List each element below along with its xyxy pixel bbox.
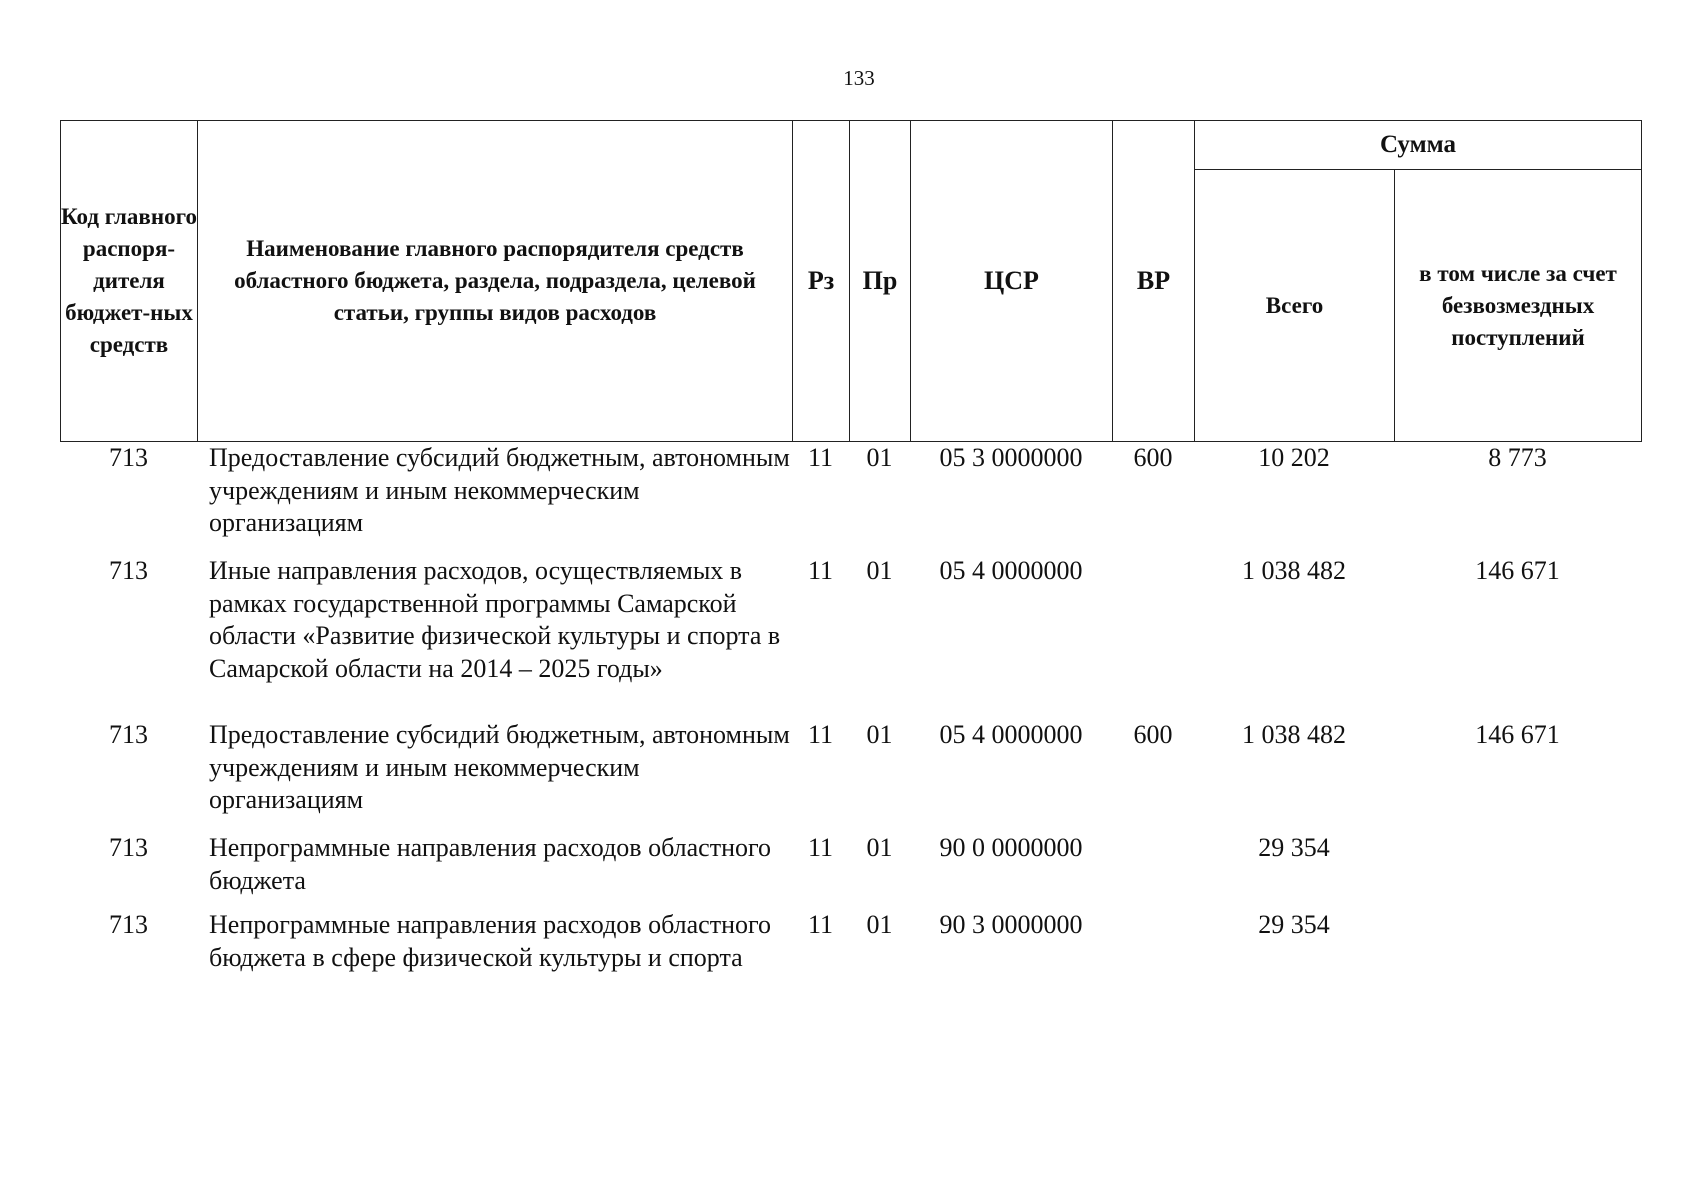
cell-pr: 01: [866, 910, 893, 939]
cell-total: 10 202: [1258, 443, 1330, 472]
cell-incl: 146 671: [1475, 720, 1560, 749]
cell-csr: 90 0 0000000: [939, 833, 1083, 862]
cell-name: Иные направления расходов, осуществляемых в рамках государственной программы Самарской области «Развитие физической культуры и спорта в Самарской области на 2014 – 2025 годы»: [209, 556, 781, 683]
cell-csr: 90 3 0000000: [939, 910, 1083, 939]
cell-name: Предоставление субсидий бюджетным, автономным учреждениям и иным некоммерческим организациям: [209, 720, 790, 814]
cell-code: 713: [109, 443, 148, 472]
header-total: Всего: [1195, 170, 1395, 442]
header-name: Наименование главного распорядителя средств областного бюджета, раздела, подраздела, целевой статьи, группы видов расходов: [198, 121, 793, 442]
cell-vr: [1112, 555, 1194, 719]
table-row: [60, 555, 1641, 719]
cell-incl: 146 671: [1475, 556, 1560, 585]
cell-rz: 11: [807, 910, 834, 939]
cell-name: Непрограммные направления расходов областного бюджета: [209, 833, 771, 895]
cell-rz: 11: [807, 833, 834, 862]
cell-csr: 05 4 0000000: [939, 720, 1083, 749]
cell-code: 713: [109, 720, 148, 749]
cell-name: Непрограммные направления расходов областного бюджета в сфере физической культуры и спорта: [209, 910, 771, 972]
cell-vr: [1112, 909, 1194, 1009]
table-header: [60, 120, 1642, 442]
cell-csr: 05 3 0000000: [939, 443, 1083, 472]
cell-rz: 11: [807, 556, 834, 585]
cell-incl: [1394, 909, 1641, 1009]
cell-total: 29 354: [1258, 910, 1330, 939]
cell-code: 713: [109, 556, 148, 585]
header-incl: в том числе за счет безвозмездных поступлений: [1395, 170, 1642, 442]
table-row: [60, 442, 1641, 555]
header-code: Код главного распоря-дителя бюджет-ных средств: [61, 121, 198, 442]
cell-rz: 11: [807, 720, 834, 749]
cell-total: 1 038 482: [1242, 556, 1346, 585]
cell-total: 29 354: [1258, 833, 1330, 862]
cell-rz: 11: [807, 443, 834, 472]
header-sum: Сумма: [1195, 121, 1642, 170]
cell-vr: 600: [1133, 443, 1173, 472]
cell-incl: 8 773: [1488, 443, 1547, 472]
header-rz: Рз: [793, 121, 850, 442]
cell-pr: 01: [866, 556, 893, 585]
cell-code: 713: [109, 910, 148, 939]
cell-incl: [1394, 832, 1641, 909]
cell-name: Предоставление субсидий бюджетным, автономным учреждениям и иным некоммерческим организациям: [209, 443, 790, 537]
header-vr: ВР: [1113, 121, 1195, 442]
cell-vr: 600: [1133, 720, 1173, 749]
cell-pr: 01: [866, 720, 893, 749]
page-number: 133: [843, 66, 875, 90]
cell-csr: 05 4 0000000: [939, 556, 1083, 585]
cell-pr: 01: [866, 833, 893, 862]
table-row: [60, 719, 1641, 832]
cell-pr: 01: [866, 443, 893, 472]
cell-code: 713: [109, 833, 148, 862]
table-row: [60, 909, 1641, 1009]
cell-vr: [1112, 832, 1194, 909]
table-row: [60, 832, 1641, 909]
cell-total: 1 038 482: [1242, 720, 1346, 749]
table-body: [60, 442, 1641, 1009]
header-pr: Пр: [850, 121, 911, 442]
header-csr: ЦСР: [911, 121, 1113, 442]
